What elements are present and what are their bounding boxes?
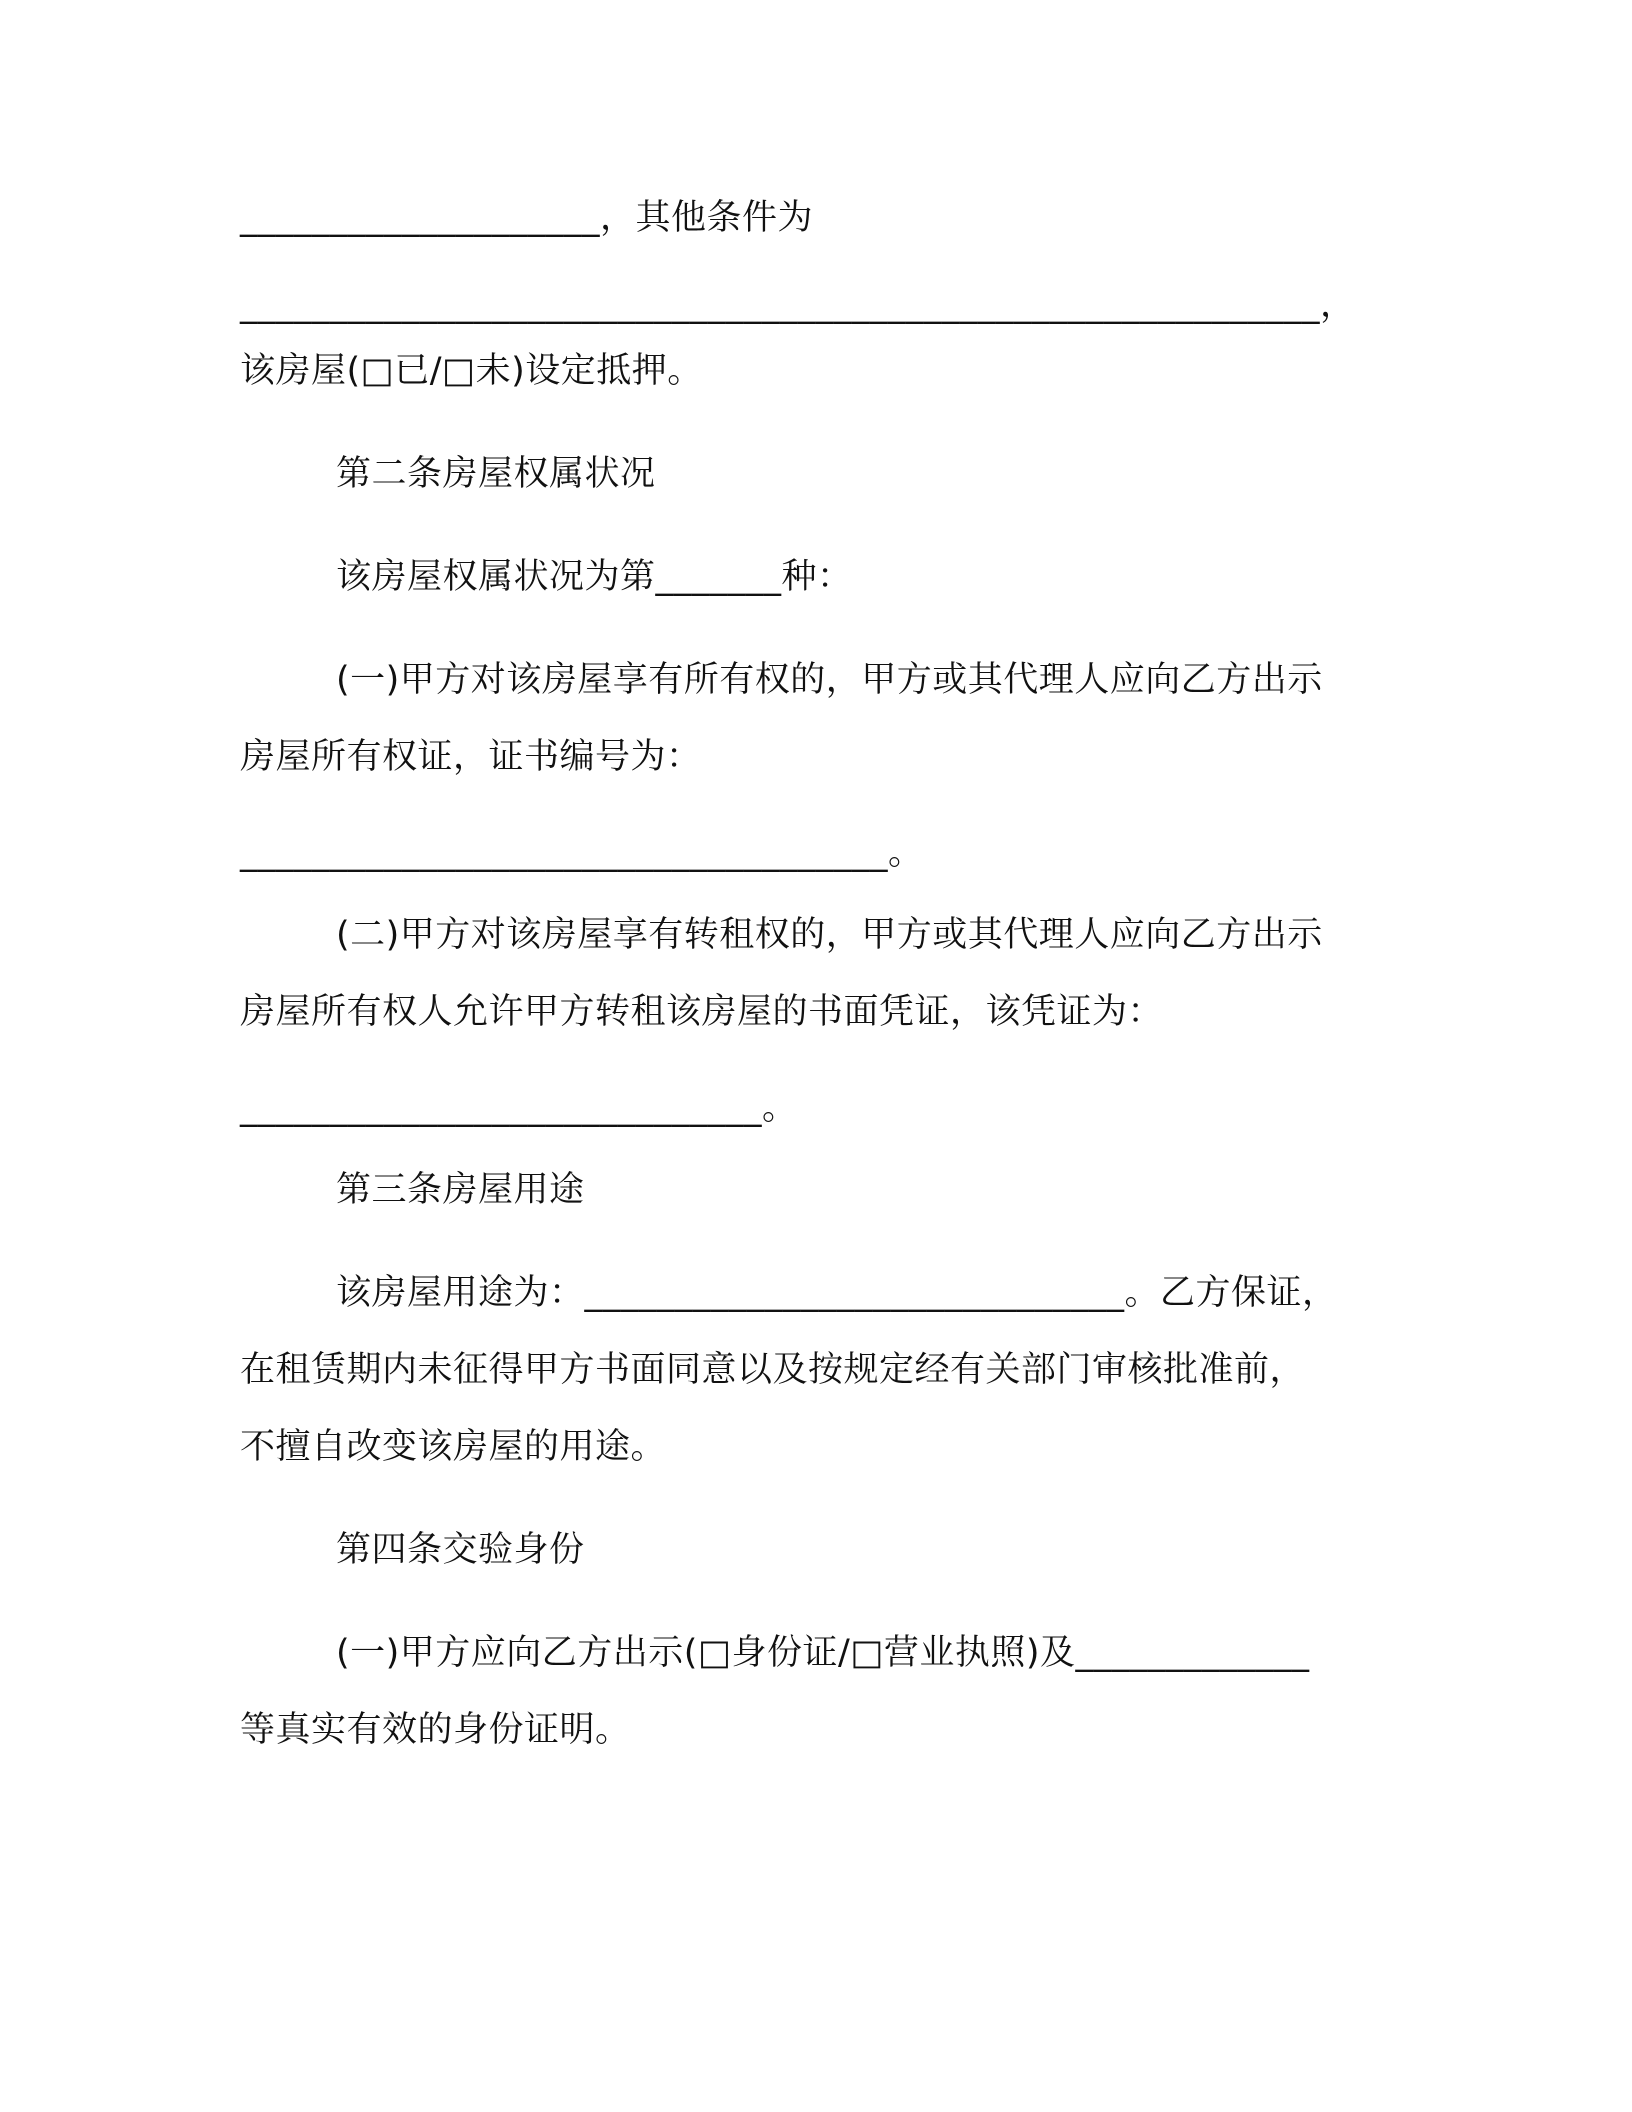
text-line-ownership-type: 该房屋权属状况为第_______种：	[336, 557, 853, 597]
text-line-usage-2: 在租赁期内未征得甲方书面同意以及按规定经有关部门审核批准前，	[240, 1350, 1306, 1390]
section-heading-identity: 第四条交验身份	[336, 1530, 585, 1570]
text-line-identity-2: 等真实有效的身份证明。	[240, 1710, 631, 1750]
text-line-ownership-2a: (二)甲方对该房屋享有转租权的，甲方或其代理人应向乙方出示	[336, 915, 1323, 955]
section-heading-ownership: 第二条房屋权属状况	[336, 454, 656, 494]
text-line-usage-3: 不擅自改变该房屋的用途。	[240, 1427, 667, 1467]
text-line-ownership-2b: 房屋所有权人允许甲方转租该房屋的书面凭证，该凭证为：	[240, 992, 1164, 1032]
text-line-ownership-1a: (一)甲方对该房屋享有所有权的，甲方或其代理人应向乙方出示	[336, 660, 1323, 700]
text-line-usage-1: 该房屋用途为：______________________________。乙方保证，	[336, 1273, 1338, 1313]
text-line-mortgage: 该房屋(□已/□未)设定抵押。	[240, 351, 703, 391]
text-line-certificate-blank: ____________________________________。	[240, 833, 924, 873]
text-line-ownership-1b: 房屋所有权证，证书编号为：	[240, 737, 702, 777]
text-line-other-conditions: ____________________，其他条件为	[240, 198, 814, 238]
text-line-blank-long: ____________________________________________________________，	[240, 285, 1356, 325]
section-heading-usage: 第三条房屋用途	[336, 1170, 585, 1210]
text-line-voucher-blank: _____________________________。	[240, 1088, 798, 1128]
text-line-identity-1: (一)甲方应向乙方出示(□身份证/□营业执照)及_____________	[336, 1633, 1310, 1673]
